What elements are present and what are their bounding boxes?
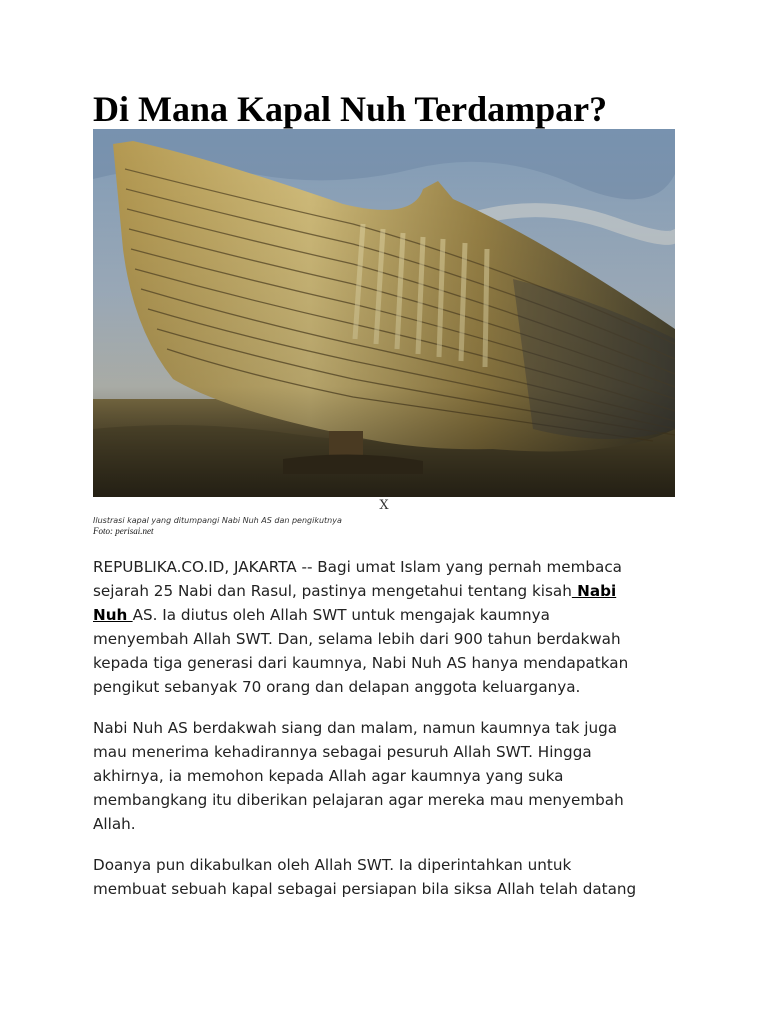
paragraph-line: akhirnya, ia memohon kepada Allah agar kaumnya yang suka <box>93 767 564 785</box>
nabi-nuh-link-part2[interactable]: Nuh <box>93 606 133 624</box>
ark-hull-photo <box>93 129 675 497</box>
paragraph-text: AS. Ia diutus oleh Allah SWT untuk mengajak kaumnya <box>132 606 550 624</box>
paragraph-line: menyembah Allah SWT. Dan, selama lebih dari 900 tahun berdakwah <box>93 630 621 648</box>
paragraph-line: pengikut sebanyak 70 orang dan delapan anggota keluarganya. <box>93 678 581 696</box>
paragraph-line <box>93 579 678 603</box>
paragraph-text: sejarah 25 Nabi dan Rasul, pastinya mengetahui tentang kisah <box>93 582 572 600</box>
paragraph-line: kepada tiga generasi dari kaumnya, Nabi Nuh AS hanya mendapatkan <box>93 654 629 672</box>
paragraph-doa <box>93 853 678 901</box>
paragraph-line: membangkang itu diberikan pelajaran agar mereka mau menyembah <box>93 791 624 809</box>
paragraph-line: Nabi Nuh AS berdakwah siang dan malam, namun kaumnya tak juga <box>93 719 618 737</box>
paragraph-line <box>93 603 678 627</box>
paragraph-line: REPUBLIKA.CO.ID, JAKARTA -- Bagi umat Islam yang pernah membaca <box>93 558 622 576</box>
image-caption: Ilustrasi kapal yang ditumpangi Nabi Nuh AS dan pengikutnya <box>93 516 342 525</box>
paragraph-dakwah <box>93 716 678 836</box>
paragraph-intro <box>93 555 678 699</box>
paragraph-line: Doanya pun dikabulkan oleh Allah SWT. Ia diperintahkan untuk <box>93 856 572 874</box>
close-icon[interactable]: X <box>379 498 389 513</box>
paragraph-line: mau menerima kehadirannya sebagai pesuruh Allah SWT. Hingga <box>93 743 592 761</box>
nabi-nuh-link-part1[interactable]: Nabi <box>571 582 617 600</box>
article-title: Di Mana Kapal Nuh Terdampar? <box>93 89 608 129</box>
paragraph-line: membuat sebuah kapal sebagai persiapan bila siksa Allah telah datang <box>93 880 637 898</box>
paragraph-line: Allah. <box>93 815 136 833</box>
image-credit: Foto: perisai.net <box>93 526 154 536</box>
